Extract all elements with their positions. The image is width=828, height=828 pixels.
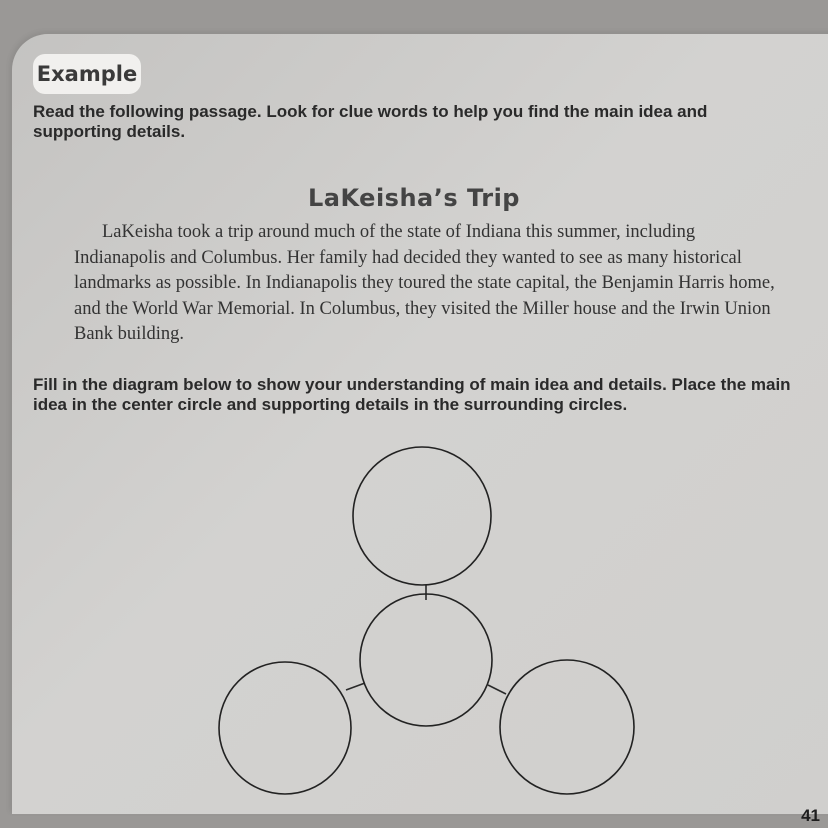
connector-right [488, 685, 506, 694]
example-label: Example [33, 54, 141, 94]
detail-circle-left[interactable] [219, 662, 351, 794]
diagram-instruction: Fill in the diagram below to show your understanding of main idea and details. Place the main idea in the center circle and supporting details in the surrounding circles. [33, 375, 791, 414]
connector-left [346, 683, 365, 690]
detail-circle-right[interactable] [500, 660, 634, 794]
page-number: 41 [801, 806, 820, 825]
passage-title: LaKeisha’s Trip [308, 184, 520, 212]
passage-text: LaKeisha took a trip around much of the state of Indiana this summer, including Indianapolis and Columbus. Her family had decided they wanted to see as many historical landmarks as possible. In Indianapolis they toured the state capital, the Benjamin Harris home, and the World War Memorial. In Columbus, they visited the Miller house and the Irwin Union Bank building. [74, 222, 775, 344]
reading-instruction: Read the following passage. Look for clue words to help you find the main idea and supporting details. [33, 102, 708, 141]
main-idea-circle[interactable] [360, 594, 492, 726]
detail-circle-top[interactable] [353, 447, 491, 585]
